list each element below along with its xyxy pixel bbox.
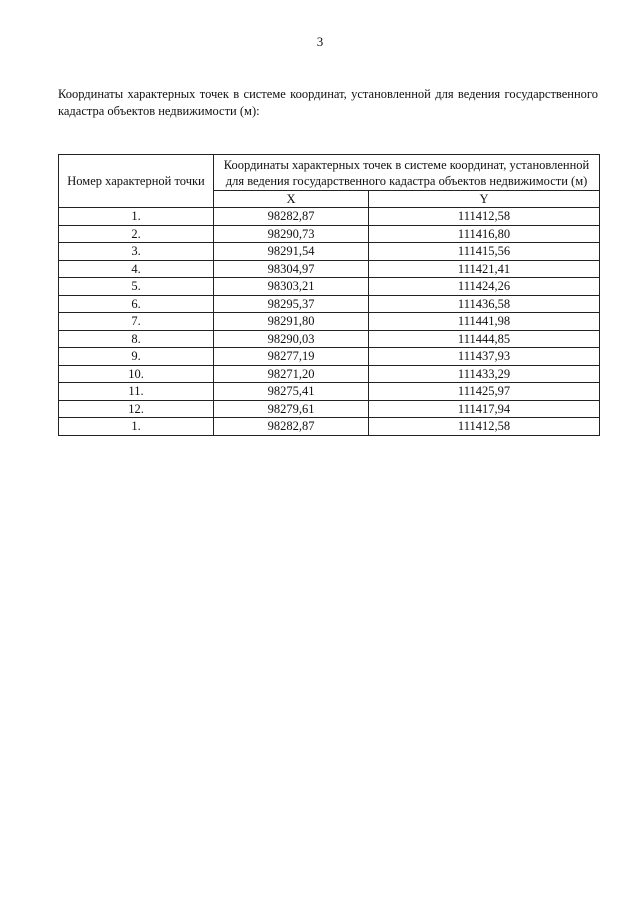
point-number-cell: 1. bbox=[59, 418, 214, 436]
y-coordinate-cell: 111425,97 bbox=[369, 383, 600, 401]
table-row bbox=[59, 225, 600, 243]
x-coordinate-cell: 98282,87 bbox=[214, 418, 369, 436]
intro-paragraph: Координаты характерных точек в системе координат, установленной для ведения государственного кадастра объектов недвижимости (м): bbox=[58, 87, 598, 118]
point-number-cell: 12. bbox=[59, 400, 214, 418]
table-row bbox=[59, 243, 600, 261]
y-coordinate-cell: 111417,94 bbox=[369, 400, 600, 418]
table-row bbox=[59, 278, 600, 296]
table-row bbox=[59, 313, 600, 331]
y-coordinate-cell: 111412,58 bbox=[369, 418, 600, 436]
x-coordinate-cell: 98290,73 bbox=[214, 225, 369, 243]
table-row bbox=[59, 383, 600, 401]
x-coordinate-cell: 98271,20 bbox=[214, 365, 369, 383]
table-row bbox=[59, 260, 600, 278]
x-coordinate-cell: 98291,54 bbox=[214, 243, 369, 261]
point-number-cell: 9. bbox=[59, 348, 214, 366]
coordinates-table bbox=[58, 154, 600, 436]
x-coordinate-cell: 98282,87 bbox=[214, 208, 369, 226]
point-number-header: Номер характерной точки bbox=[59, 155, 214, 208]
y-coordinate-cell: 111441,98 bbox=[369, 313, 600, 331]
coordinates-group-header: Координаты характерных точек в системе координат, установленной для ведения государственного кадастра объектов недвижимости (м) bbox=[214, 155, 600, 191]
x-coordinate-cell: 98275,41 bbox=[214, 383, 369, 401]
y-coordinate-cell: 111424,26 bbox=[369, 278, 600, 296]
y-coordinate-cell: 111415,56 bbox=[369, 243, 600, 261]
point-number-cell: 2. bbox=[59, 225, 214, 243]
y-column-header: Y bbox=[369, 191, 600, 208]
point-number-cell: 1. bbox=[59, 208, 214, 226]
point-number-cell: 4. bbox=[59, 260, 214, 278]
table-row bbox=[59, 418, 600, 436]
x-coordinate-cell: 98279,61 bbox=[214, 400, 369, 418]
table-row bbox=[59, 330, 600, 348]
table-row bbox=[59, 208, 600, 226]
y-coordinate-cell: 111421,41 bbox=[369, 260, 600, 278]
y-coordinate-cell: 111444,85 bbox=[369, 330, 600, 348]
x-coordinate-cell: 98303,21 bbox=[214, 278, 369, 296]
point-number-cell: 3. bbox=[59, 243, 214, 261]
y-coordinate-cell: 111433,29 bbox=[369, 365, 600, 383]
point-number-cell: 6. bbox=[59, 295, 214, 313]
point-number-cell: 7. bbox=[59, 313, 214, 331]
x-coordinate-cell: 98295,37 bbox=[214, 295, 369, 313]
table-row bbox=[59, 400, 600, 418]
y-coordinate-cell: 111437,93 bbox=[369, 348, 600, 366]
x-coordinate-cell: 98304,97 bbox=[214, 260, 369, 278]
y-coordinate-cell: 111416,80 bbox=[369, 225, 600, 243]
x-coordinate-cell: 98291,80 bbox=[214, 313, 369, 331]
point-number-cell: 10. bbox=[59, 365, 214, 383]
x-column-header: X bbox=[214, 191, 369, 208]
x-coordinate-cell: 98290,03 bbox=[214, 330, 369, 348]
point-number-cell: 8. bbox=[59, 330, 214, 348]
table-row bbox=[59, 295, 600, 313]
point-number-cell: 5. bbox=[59, 278, 214, 296]
y-coordinate-cell: 111436,58 bbox=[369, 295, 600, 313]
y-coordinate-cell: 111412,58 bbox=[369, 208, 600, 226]
table-row bbox=[59, 365, 600, 383]
x-coordinate-cell: 98277,19 bbox=[214, 348, 369, 366]
page-number: 3 bbox=[316, 34, 324, 49]
table-row bbox=[59, 348, 600, 366]
point-number-cell: 11. bbox=[59, 383, 214, 401]
table-header-row bbox=[59, 155, 600, 191]
